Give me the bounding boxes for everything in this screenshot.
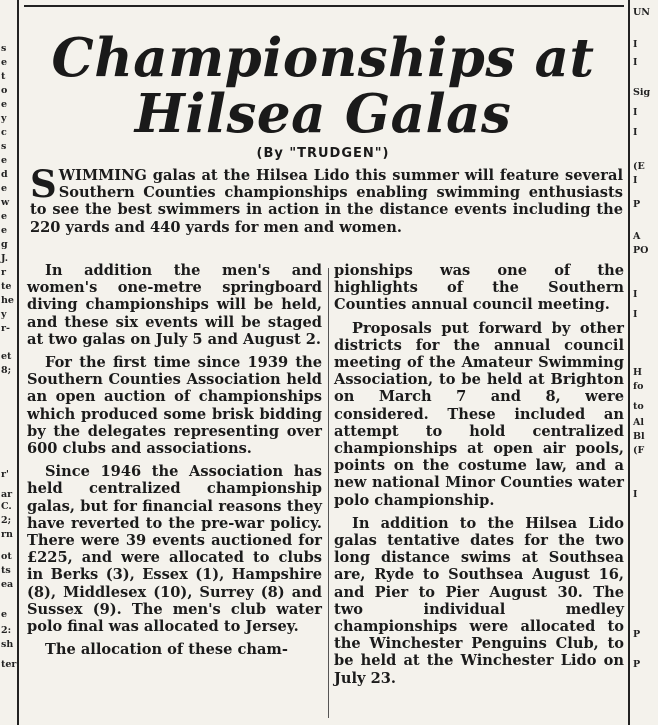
margin-text-fragment: P	[633, 629, 641, 640]
margin-text-fragment: fo	[633, 381, 644, 392]
margin-text-fragment: (E	[633, 161, 645, 172]
headline-line-1: Championships at	[51, 27, 595, 89]
margin-text-fragment: c	[1, 127, 7, 138]
margin-text-fragment: s	[1, 141, 7, 152]
paragraph: Since 1946 the Association has held centralized championship galas, but for financial reasons they have reverted to the pre-war policy. There were 39 events auctioned for £225, and were allocated to clubs in Berks (3), Essex (1), Hampshire (8), Middlesex (10), Surrey (8) and Sussex (9). The men's club water polo final was allocated to Jersey.	[27, 463, 322, 636]
margin-text-fragment: t	[1, 71, 6, 82]
margin-text-fragment: e	[1, 99, 8, 110]
margin-text-fragment: ar	[1, 489, 13, 500]
margin-text-fragment: 8;	[1, 365, 12, 376]
margin-text-fragment: te	[1, 281, 12, 292]
margin-text-fragment: g	[1, 239, 8, 250]
paragraph: The allocation of these cham-	[45, 641, 288, 659]
margin-text-fragment: I	[633, 175, 638, 186]
margin-text-fragment: P	[633, 659, 641, 670]
top-rule	[24, 5, 624, 7]
paragraph: In addition to the Hilsea Lido galas tentative dates for the two long distance swims at Southsea are, Ryde to Southsea August 16, and Pier to Pier August 30. The two individual medley championships were allocated to the Winchester Penguins Club, to be held at the Winchester Lido on July 23.	[334, 514, 624, 687]
margin-text-fragment: Al	[633, 417, 644, 428]
paragraph: pionships was one of the highlights of the Southern Counties annual council meeting.	[334, 262, 624, 314]
article	[20, 0, 626, 725]
margin-text-fragment: A	[633, 231, 641, 242]
margin-text-fragment: ts	[1, 565, 11, 576]
paragraph: For the first time since 1939 the Southern Counties Association held an open auction of championships which produced some brisk bidding by the delegates representing over 600 clubs and associations.	[27, 354, 322, 458]
margin-text-fragment: et	[1, 351, 12, 362]
margin-text-fragment: C.	[1, 501, 12, 512]
right-column	[334, 262, 624, 693]
margin-text-fragment: (F	[633, 445, 645, 456]
margin-text-fragment: UN	[633, 7, 650, 18]
margin-text-fragment: o	[1, 85, 8, 96]
margin-text-fragment: y	[1, 309, 7, 320]
lead-text: WIMMING galas at the Hilsea Lido this summer will feature several Southern Counties championships enabling swimming enthusiasts to see the best swimmers in action in the distance events including the 220 yards and 440 yards for men and women.	[30, 167, 623, 236]
paragraph: Proposals put forward by other districts for the annual council meeting of the Amateur Swimming Association, to be held at Brighton on March 7 and 8, were considered. These included an attempt to hold centralized championships at open air pools, points on the costume law, and a new national Minor Counties water polo championship.	[334, 319, 624, 509]
margin-text-fragment: sh	[1, 639, 14, 650]
margin-text-fragment: I	[633, 39, 638, 50]
margin-text-fragment: e	[1, 211, 8, 222]
margin-text-fragment: 2:	[1, 625, 12, 636]
margin-text-fragment: I	[633, 489, 638, 500]
margin-text-fragment: to	[633, 401, 644, 412]
left-column	[27, 262, 322, 664]
byline: (By "TRUDGEN")	[256, 146, 390, 161]
margin-text-fragment: r	[1, 267, 7, 278]
right-column-rule	[628, 0, 630, 725]
right-adjacent-column	[628, 0, 658, 725]
margin-text-fragment: P	[633, 199, 641, 210]
margin-text-fragment: I	[633, 127, 638, 138]
margin-text-fragment: I	[633, 57, 638, 68]
margin-text-fragment: PO	[633, 245, 649, 256]
margin-text-fragment: Sig	[633, 87, 651, 98]
drop-cap: S	[30, 162, 57, 206]
margin-text-fragment: ter	[1, 659, 17, 670]
margin-text-fragment: he	[1, 295, 14, 306]
margin-text-fragment: r-	[1, 323, 10, 334]
margin-text-fragment: J.	[1, 253, 9, 264]
left-column-rule	[17, 0, 19, 725]
margin-text-fragment: e	[1, 183, 8, 194]
margin-text-fragment: e	[1, 57, 8, 68]
margin-text-fragment: e	[1, 609, 8, 620]
margin-text-fragment: I	[633, 289, 638, 300]
headline-line-2: Hilsea Galas	[134, 83, 512, 145]
margin-text-fragment: s	[1, 43, 7, 54]
margin-text-fragment: 2;	[1, 515, 12, 526]
left-adjacent-column	[0, 0, 18, 725]
margin-text-fragment: e	[1, 155, 8, 166]
paragraph: In addition the men's and women's one-metre springboard diving championships will be held, and these six events will be staged at two galas on July 5 and August 2.	[27, 262, 322, 348]
lead-paragraph	[30, 162, 623, 236]
margin-text-fragment: ot	[1, 551, 12, 562]
margin-text-fragment: H	[633, 367, 642, 378]
margin-text-fragment: d	[1, 169, 8, 180]
margin-text-fragment: rn	[1, 529, 13, 540]
margin-text-fragment: r'	[1, 469, 9, 480]
margin-text-fragment: ea	[1, 579, 14, 590]
margin-text-fragment: w	[1, 197, 10, 208]
margin-text-fragment: y	[1, 113, 7, 124]
margin-text-fragment: I	[633, 107, 638, 118]
margin-text-fragment: e	[1, 225, 8, 236]
margin-text-fragment: Bl	[633, 431, 645, 442]
column-divider	[328, 268, 329, 718]
margin-text-fragment: I	[633, 309, 638, 320]
